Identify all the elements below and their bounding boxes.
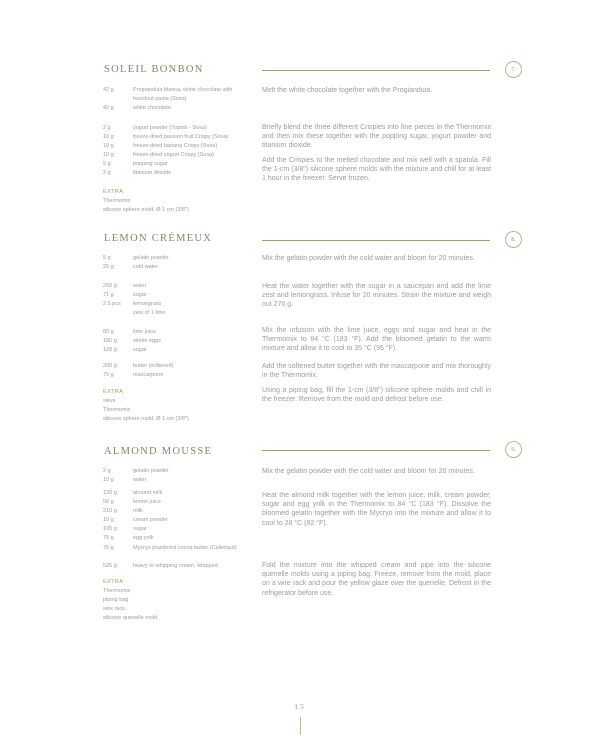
ingredient-row <box>103 562 253 571</box>
ingredient-row <box>103 133 253 142</box>
ingredient-quantity: 120 g <box>103 490 117 496</box>
recipe-number: 8. <box>511 236 516 243</box>
extra-block <box>103 388 253 424</box>
ingredient-name: sugar <box>133 526 147 533</box>
extra-block <box>103 188 253 215</box>
ingredient-row <box>103 498 253 507</box>
ingredient-row <box>103 371 253 380</box>
ingredient-row <box>103 534 253 543</box>
ingredient-name: zest of 1 lime <box>133 310 166 317</box>
ingredient-row <box>103 544 253 553</box>
ingredient-quantity: 75 g <box>103 535 114 542</box>
ingredient-quantity: 2 g <box>103 468 111 474</box>
extra-item: wire rack <box>103 606 126 613</box>
ingredient-quantity: 80 g <box>103 329 114 335</box>
ingredient-name: water <box>133 477 147 484</box>
extra-item: Thermomix <box>103 407 131 414</box>
ingredient-row <box>103 282 253 291</box>
ingredient-quantity: 42 g <box>103 87 114 93</box>
ingredient-name: yogurt powder (Yopols - Sosa) <box>133 125 207 131</box>
ingredient-quantity: 2 g <box>103 125 111 131</box>
ingredient-group <box>103 467 253 485</box>
ingredient-group <box>103 489 253 553</box>
ingredient-group <box>103 362 253 380</box>
ingredient-row <box>103 254 253 263</box>
ingredient-group <box>103 328 253 355</box>
ingredient-name: Mycryo powdered cocoa butter (Callebaut) <box>133 544 237 551</box>
recipe-title: LEMON CRÉMEUX <box>104 233 213 244</box>
ingredient-quantity: 200 g <box>103 363 117 369</box>
ingredient-name: lemongrass <box>133 301 162 308</box>
divider-line <box>262 70 490 71</box>
extra-item: Thermomix <box>103 198 131 205</box>
ingredient-name: cold water <box>133 264 159 271</box>
ingredient-quantity: 25 g <box>103 264 114 271</box>
recipe-number: 7. <box>511 66 516 73</box>
ingredient-row <box>103 337 253 346</box>
ingredient-name: freeze-dried banana Crispy (Sosa) <box>133 143 218 150</box>
ingredient-row <box>103 476 253 485</box>
ingredient-quantity: 525 g <box>103 563 117 569</box>
ingredient-row <box>103 489 253 498</box>
ingredient-name: Progianduia blanca, white chocolate with hazelnut paste (Sosa) <box>133 87 233 103</box>
ingredient-name: freeze-dried yogurt Crispy (Sosa) <box>133 152 215 159</box>
ingredient-row <box>103 151 253 160</box>
instruction-paragraph: Melt the white chocolate together with the Progianduia. <box>262 87 433 94</box>
divider-line <box>262 450 490 451</box>
ingredient-name: white chocolate <box>133 105 171 112</box>
ingredient-row <box>103 169 253 178</box>
ingredient-row <box>103 507 253 516</box>
ingredient-name: lemon juice <box>133 499 161 506</box>
ingredient-quantity: 42 g <box>103 105 114 112</box>
extra-item: silicone sphere mold, Ø 1 cm (3/8") <box>103 207 189 214</box>
ingredient-quantity: 71 g <box>103 292 114 299</box>
ingredient-name: freeze-dried passion fruit Crispy (Sosa) <box>133 134 229 141</box>
ingredient-quantity: 2 g <box>103 170 111 177</box>
ingredient-quantity: 75 g <box>103 372 114 379</box>
ingredient-row <box>103 525 253 534</box>
ingredient-group <box>103 254 253 272</box>
ingredient-quantity: 5 g <box>103 255 111 261</box>
instruction-paragraph: Mix the infusion with the lime juice, eggs and sugar and heat in the Thermomix to 84 °C (183 °F). Add the bloomed gelatin to the warm mixture and allow it to cool to 35 °C (95 °F). <box>262 327 491 353</box>
recipe-number: 9. <box>511 446 516 453</box>
ingredient-name: whole eggs <box>133 338 161 345</box>
instruction-paragraph: Add the softened butter together with the mascarpone and mix thoroughly in the Thermomix. <box>262 363 491 380</box>
ingredient-name: popping sugar <box>133 161 168 168</box>
ingredient-quantity: 56 g <box>103 499 114 506</box>
ingredient-row <box>103 362 253 371</box>
ingredient-row <box>103 346 253 355</box>
ingredient-name: almond milk <box>133 490 163 496</box>
extra-item: silicone quenelle mold <box>103 615 158 622</box>
ingredient-name: titanium dioxide <box>133 170 172 177</box>
ingredient-quantity: 2.5 pcs <box>103 301 121 308</box>
ingredient-quantity: 10 g <box>103 152 114 159</box>
ingredient-group <box>103 86 253 113</box>
footer-rule <box>300 717 301 735</box>
instruction-paragraph: Fold the mixture into the whipped cream and pipe into the silicone quenelle molds using a piping bag. Freeze, remove from the mold, place on a wire rack and pour the yellow glaze over the quenelle. Defrost in the refrigerator before use. <box>262 562 491 597</box>
ingredient-row <box>103 291 253 300</box>
ingredient-quantity: 186 g <box>103 338 117 345</box>
ingredient-row <box>103 263 253 272</box>
ingredient-row <box>103 516 253 525</box>
ingredient-group <box>103 282 253 318</box>
extra-block <box>103 578 253 623</box>
ingredient-row <box>103 104 253 113</box>
extra-heading: EXTRA <box>103 389 124 395</box>
divider-line <box>262 240 490 241</box>
instruction-paragraph: Heat the water together with the sugar in a saucepan and add the lime zest and lemongrass. Infuse for 20 minutes. Strain the mixture and weigh out 270 g. <box>262 283 491 309</box>
ingredient-row <box>103 467 253 476</box>
ingredient-quantity: 250 g <box>103 283 117 289</box>
ingredient-quantity: 210 g <box>103 508 117 515</box>
ingredient-row <box>103 124 253 133</box>
ingredient-name: egg yolk <box>133 535 154 542</box>
page-number: 15 <box>294 702 306 711</box>
ingredient-quantity: 10 g <box>103 143 114 150</box>
ingredient-quantity: 10 g <box>103 134 114 141</box>
instruction-paragraph: Mix the gelatin powder with the cold water and bloom for 20 minutes. <box>262 468 475 475</box>
recipe-number-badge <box>505 441 522 458</box>
ingredient-name: cream powder <box>133 517 168 524</box>
ingredient-quantity: 75 g <box>103 544 114 551</box>
ingredient-row <box>103 86 253 104</box>
ingredient-quantity: 128 g <box>103 347 117 354</box>
ingredient-quantity: 10 g <box>103 477 114 484</box>
ingredient-name: mascarpone <box>133 372 164 379</box>
recipe-number-badge <box>505 61 522 78</box>
ingredient-row <box>103 300 253 309</box>
extra-item: Thermomix <box>103 588 131 595</box>
ingredient-group <box>103 562 253 571</box>
ingredient-quantity: 10 g <box>103 517 114 524</box>
instruction-paragraph: Using a piping bag, fill the 1-cm (3/8") silicone sphere molds and chill in the freezer. Remove from the mold and defrost before use. <box>262 387 491 404</box>
recipe-title: ALMOND MOUSSE <box>104 446 213 457</box>
ingredient-name: milk <box>133 508 143 515</box>
ingredient-name: butter (softened) <box>133 363 174 369</box>
recipe-number-badge <box>505 231 522 248</box>
instruction-paragraph: Briefly blend the three different Crispies into fine pieces in the Thermomix and then mix these together with the popping sugar, yogurt powder and titanium dioxide. <box>262 124 491 150</box>
instruction-paragraph: Heat the almond milk together with the lemon juice, milk, cream powder, sugar and egg yolk in the Thermomix to 84 °C (183 °F). Dissolve the bloomed gelatin together with the Mycryo into the mixture and allow it to cool to 28 °C (82 °F). <box>262 492 491 527</box>
ingredient-name: water <box>133 283 147 289</box>
extra-item: piping bag <box>103 597 129 604</box>
ingredient-name: lime juice <box>133 329 156 335</box>
extra-item: silicone sphere mold, Ø 1 cm (3/8") <box>103 416 189 423</box>
ingredient-group <box>103 124 253 179</box>
ingredient-quantity: 5 g <box>103 161 111 168</box>
extra-item: sieve <box>103 398 116 405</box>
ingredient-quantity <box>103 309 133 318</box>
ingredient-row <box>103 309 253 318</box>
ingredient-name: sugar <box>133 347 147 354</box>
extra-heading: EXTRA <box>103 579 124 585</box>
extra-heading: EXTRA <box>103 189 124 195</box>
instruction-paragraph: Add the Crispies to the melted chocolate and mix well with a spatula. Fill the 1-cm (3/8") silicone sphere molds with the mixture and chill for at least 1 hour in the freezer. Serve frozen. <box>262 157 491 183</box>
instruction-paragraph: Mix the gelatin powder with the cold water and bloom for 20 minutes. <box>262 255 475 262</box>
ingredient-name: gelatin powder <box>133 255 169 261</box>
recipe-title: SOLEIL BONBON <box>104 64 204 75</box>
ingredient-row <box>103 160 253 169</box>
ingredient-name: gelatin powder <box>133 468 169 474</box>
ingredient-name: heavy or whipping cream, whipped <box>133 563 218 569</box>
ingredient-name: sugar <box>133 292 147 299</box>
ingredient-row <box>103 142 253 151</box>
ingredient-row <box>103 328 253 337</box>
ingredient-quantity: 105 g <box>103 526 117 533</box>
